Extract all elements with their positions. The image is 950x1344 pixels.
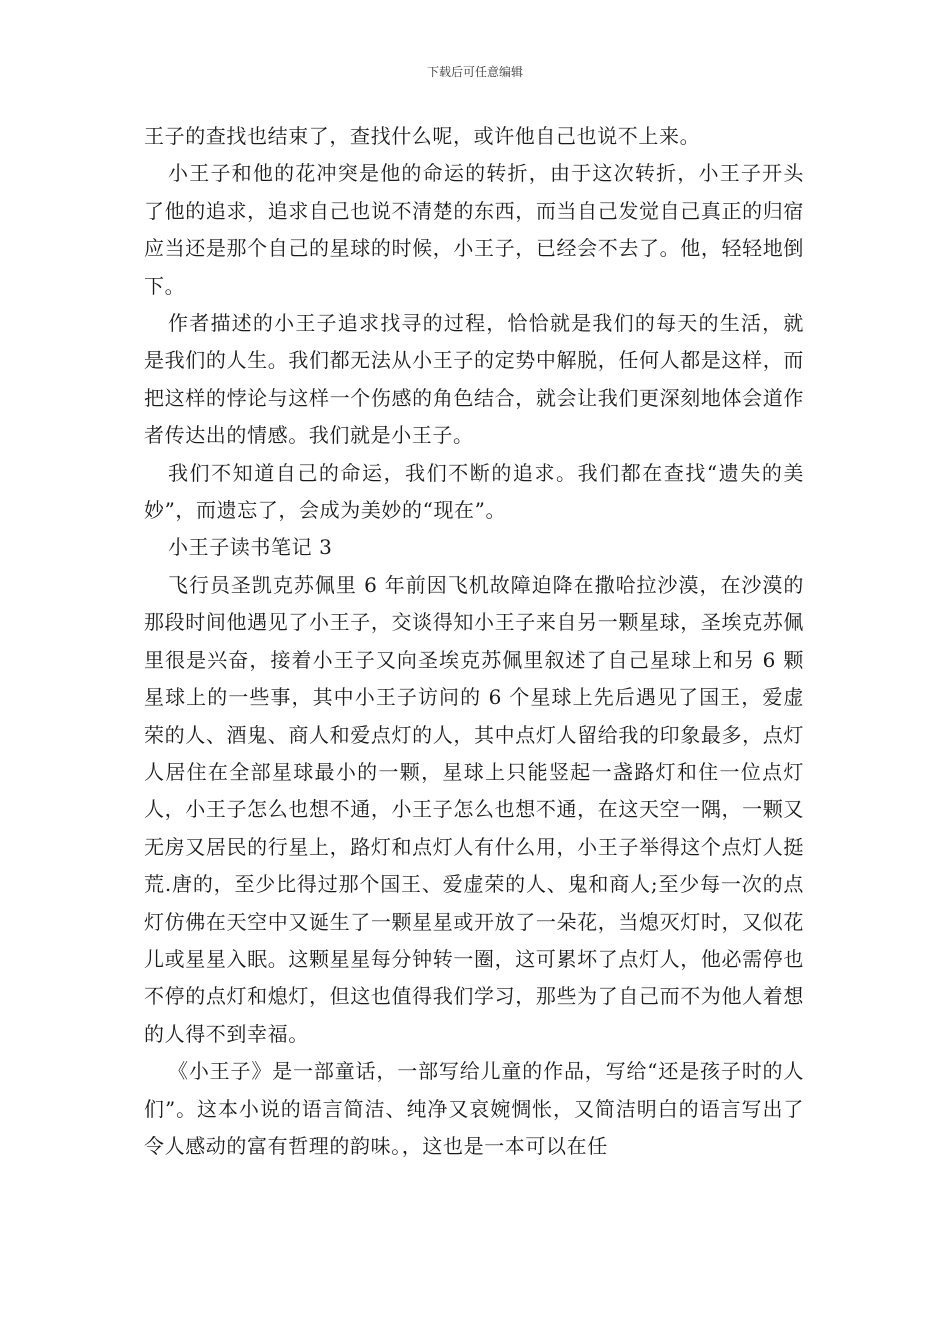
paragraph-2: 小王子和他的花冲突是他的命运的转折，由于这次转折，小王子开头了他的追求，追求自己也说不清楚的东西，而当自己发觉自己真正的归宿应当还是那个自己的星球的时候，小王子，已经会不去了。他，轻轻地倒下。 bbox=[144, 161, 804, 298]
document-body bbox=[144, 118, 804, 1165]
paragraph-3: 作者描述的小王子追求找寻的过程，恰恰就是我们的每天的生活，就是我们的人生。我们都无法从小王子的定势中解脱，任何人都是这样，而把这样的悖论与这样一个伤感的角色结合，就会让我们更深刻地体会道作者传达出的情感。我们就是小王子。 bbox=[144, 311, 804, 448]
paragraph-1: 王子的查找也结束了，查找什么呢，或许他自己也说不上来。 bbox=[144, 124, 701, 148]
page-header-note: 下载后可任意编辑 bbox=[426, 65, 523, 79]
paragraph-5: 飞行员圣凯克苏佩里 6 年前因飞机故障迫降在撒哈拉沙漠，在沙漠的那段时间他遇见了小王子，交谈得知小王子来自另一颗星球，圣埃克苏佩里很是兴奋，接着小王子又向圣埃克苏佩里叙述了自己星球上和另 6 颗星球上的一些事，其中小王子访问的 6 个星球上先后遇见了国王，爱虚荣的人、酒鬼、商人和爱点灯的人，其中点灯人留给我的印象最多，点灯人居住在全部星球最小的一颗，星球上只能竖起一盏路灯和住一位点灯人，小王子怎么也想不通，小王子怎么也想不通，在这天空一隅，一颗又无房又居民的行星上，路灯和点灯人有什么用，小王子举得这个点灯人挺荒.唐的，至少比得过那个国王、爱虚荣的人、鬼和商人;至少每一次的点灯仿佛在天空中又诞生了一颗星星或开放了一朵花，当熄灭灯时，又似花儿或星星入眠。这颗星星每分钟转一圈，这可累坏了点灯人，他必需停也不停的点灯和熄灯，但这也值得我们学习，那些为了自己而不为他人着想的人得不到幸福。 bbox=[144, 572, 804, 1046]
paragraph-6: 《小王子》是一部童话，一部写给儿童的作品，写给“还是孩子时的人们”。这本小说的语言简洁、纯净又哀婉惆怅，又简洁明白的语言写出了令人感动的富有哲理的韵味。，这也是一本可以在任 bbox=[144, 1059, 804, 1158]
paragraph-4: 我们不知道自己的命运，我们不断的追求。我们都在查找“遗失的美妙”，而遗忘了，会成为美妙的“现在”。 bbox=[144, 460, 804, 523]
section-heading: 小王子读书笔记 3 bbox=[168, 535, 333, 560]
